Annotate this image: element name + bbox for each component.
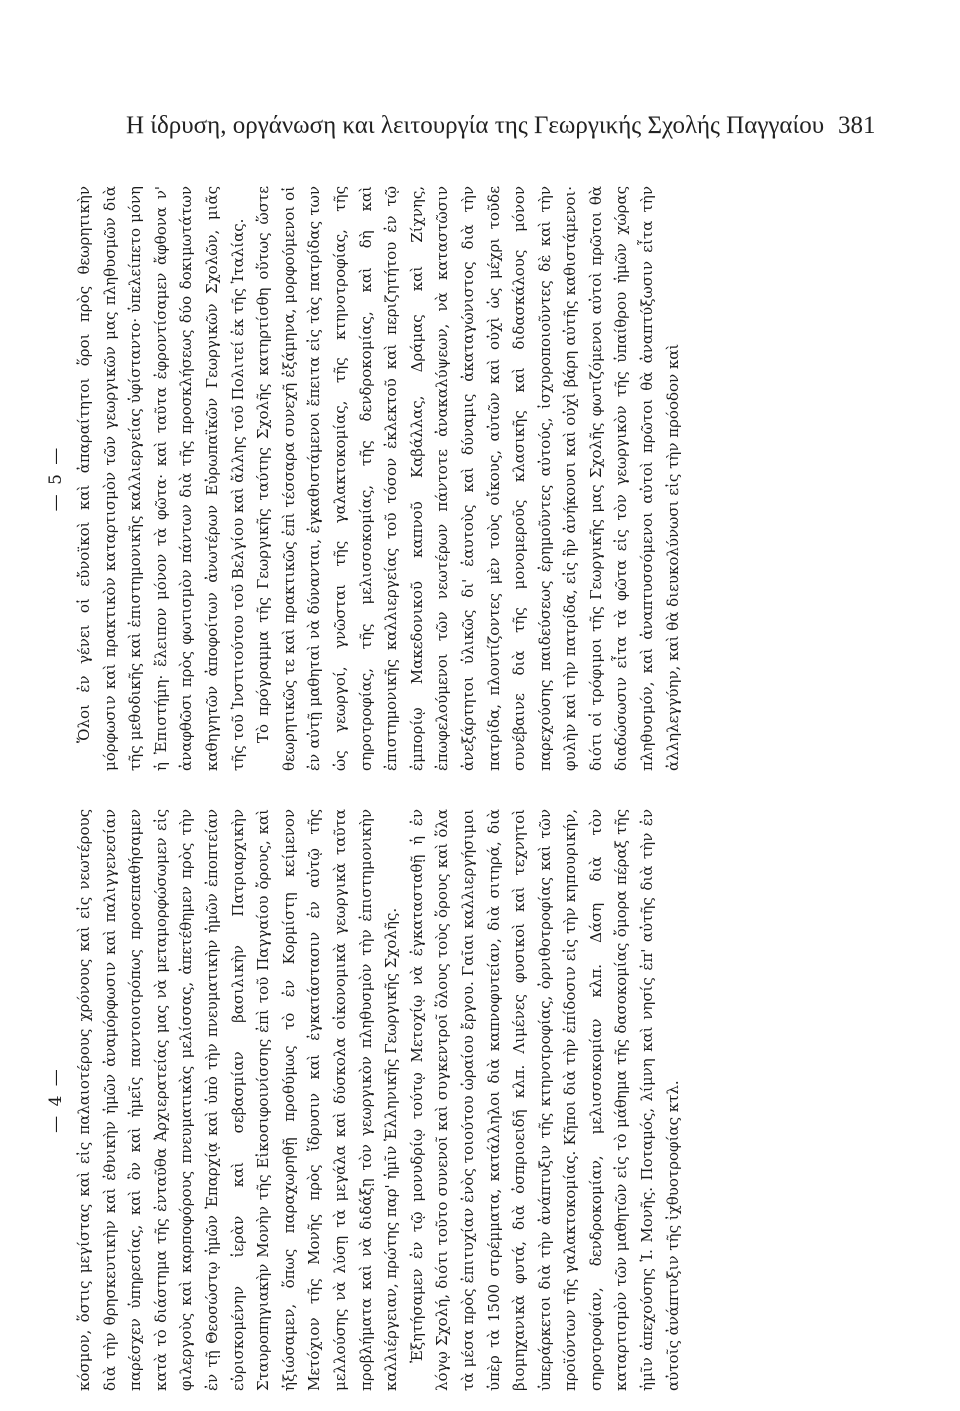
- left-paragraph-1: κόσμον, ὅστις μεγίστας καὶ εἰς παλαιοτέρους χρόνους καὶ εἰς νεωτέρους διὰ τὴν θρησκευτικὴν καὶ ἐθνικὴν ἡμῶν ἀναμόρφωσιν καὶ παλιγγενεσίαν παρέσχεν ὑπηρεσίας, καὶ ὃν καὶ ἡμεῖς παντοιοτρόπως προσεπαθήσαμεν κατὰ τὸ διάστημα τῆς ἐνταῦθα Ἀρχιερατείας μας νὰ μεταμορφώσωμεν εἰς φιλεργοὺς καὶ καρποφόρους πνευματικὰς μελίσσας, ἀπετέθημεν πρὸς τὴν ἐν τῇ Θεοσώστῳ ἡμῶν Ἐπαρχίᾳ καὶ ὑπὸ τὴν πνευματικὴν ἡμῶν ἐποπτείαν εὑρισκομένην ἱερὰν καὶ σεβασμίαν βασιλικὴν Πατριαρχικὴν Σταυροπηγιακὴν Μονὴν τῆς Εἰκοσιφοινίσσης ἐπὶ τοῦ Παγγαίου ὄρους, καὶ ἠξιώσαμεν, ὅπως παραχωρηθῇ προθύμως τὸ ἐν Κορμίστῃ κείμενον Μετόχιον τῆς Μονῆς πρὸς ἵδρυσιν καὶ ἐγκατάστασιν ἐν αὐτῷ τῆς μελλούσης νὰ λύσῃ τὰ μεγάλα καὶ δύσκολα οἰκονομικὰ γεωργικὰ ταῦτα προβλήματα καὶ νὰ διδάξῃ τὸν γεωργικὸν πληθυσμὸν τὴν ἐπιστημονικὴν καλλιέργειαν, πρώτης παρ' ἡμῖν Ἑλληνικῆς Γεωργικῆς Σχολῆς.: [75, 809, 401, 1391]
- rotated-spread: [40, 180, 920, 1391]
- left-column: [40, 809, 920, 1391]
- scanned-page-rotated: [40, 180, 920, 1391]
- running-header: [0, 112, 960, 152]
- page-number: 381: [838, 112, 876, 139]
- right-page-label: — 5 —: [46, 445, 66, 512]
- right-paragraph-2: Τὸ πρόγραμμα τῆς Γεωργικῆς ταύτης Σχολῆς κατηρτίσθη οὕτως ὥστε θεωρητικῶς τε καὶ πρακτικῶς ἐπὶ τέσσαρα συνεχῆ ἐξάμηνα, μορφούμενοι οἱ ἐν αὐτῇ μαθηταὶ νὰ δύνανται, ἐγκαθιστάμενοι ἔπειτα εἰς τὰς πατρίδας των ὡς γεωργοί, γνῶσται τῆς γαλακτοκομίας, τῆς κτηνοτροφίας, τῆς σηροτροφίας, τῆς μελισσοκομίας, τῆς δενδροκομίας, καὶ δὴ καὶ ἐπιστημονικῆς καλλιεργείας τοῦ τόσον ἐκλεκτοῦ καὶ περιζητήτου ἐν τῷ ἐμπορίῳ Μακεδονικοῦ καπνοῦ Καβάλλας, Δράμας καὶ Ζίχνης, ἐπωφελούμενοι τῶν νεωτέρων πάντοτε ἀνακαλύψεων, νὰ καταστῶσιν ἀνεξάρτητοι ὑλικῶς δι' ἑαυτοὺς καὶ δύναμις ἀκαταγώνιστος διὰ τὴν πατρίδα, πλουτίζοντες μὲν τοὺς οἴκους, αὐτῶν καὶ οὐχὶ ὡς μέχρι τοῦδε συνέβαινε διὰ τῆς μονομεροῦς κλασικῆς καὶ διδασκάλους μόνον παρεχούσης παιδεύσεως ἐρημοῦντες αὐτούς, ἰσχυροποιοῦντες δὲ καὶ τὴν φυλὴν καὶ τὴν πατρίδα, εἰς ἣν ἀνήκουσι καὶ οὐχὶ βάρη αὐτῆς καθιστάμενοι· διότι οἱ τρόφιμοι τῆς Γεωργικῆς μας Σχολῆς φωτιζόμενοι αὐτοὶ πρῶτοι θὰ διαδώσωσιν εἶτα τὰ φῶτα εἰς τὸν γεωργικὸν τῆς ὑπαίθρου ἡμῶν χώρας πληθυσμόν, καὶ ἀναπτυσσόμενοι αὐτοὶ πρῶτοι θὰ ἀναπτύξωσιν εἶτα τὴν ἀλληλεγγύην, καὶ θὰ διευκολύνωσι εἰς τὴν πρόοδον καὶ: [254, 186, 682, 771]
- right-paragraph-1: Ὅλοι ἐν γένει οἱ εὔνοϊκοὶ καὶ ἀπαραίτητοι ὅροι πρὸς θεωρητικὴν μόρφωσιν καὶ πρακτικὸν καταρτισμὸν τῶν γεωργικῶν μας πληθυσμῶν διὰ τῆς μεθοδικῆς καὶ ἐπιστημονικῆς καλλιεργείας ὑφίσταντο· ὑπελείπετο μόνη ἡ Ἐπιστήμη· ἔλειπον μόνον τὰ φῶτα· καὶ ταῦτα ἐφροντίσαμεν ἄφθονα ν' ἀναφθῶσι πρὸς φωτισμὸν πάντων διὰ τῆς προσκλήσεως δύο δοκιμωτάτων καθηγητῶν ἀποφοίτων ἀνωτέρων Εὐρωπαϊκῶν Γεωργικῶν Σχολῶν, μιᾶς τῆς τοῦ Ἰνστιτούτου τοῦ Βελγίου καὶ ἄλλης τοῦ Πολιτεί ἐκ τῆς Ἰταλίας.: [75, 186, 247, 771]
- left-paragraph-2: Ἐξητήσαμεν ἐν τῷ μονυδρίῳ τούτῳ Μετοχίῳ νὰ ἐγκατασταθῇ ἡ ἐν λόγῳ Σχολή, διότι τοῦτο συνενοῖ καὶ συγκεντροῖ ὅλους τοὺς ὅρους καὶ ὅλα τὰ μέσα πρὸς ἐπιτυχίαν ἑνὸς τοιούτου ὡραίου ἔργου. Γαῖαι καλλιεργήσιμοι ὑπὲρ τὰ 1500 στρέμματα, κατάλληλοι διὰ καπνοφυτείαν, διὰ σιτηρά, διὰ βιομηχανικὰ φυτά, διὰ ὀσπριοειδῆ κλπ. Λιμένες φυσικοὶ καὶ τεχνητοὶ ὑπεράρκετοι διὰ τὴν ἀνάπτυξιν τῆς κτηνοτροφίας, ὀρνιθοτροφίας καὶ τῶν προϊόντων τῆς γαλακτοκομίας. Κῆποι διὰ τὴν ἐπίδοσιν εἰς τὴν κηπουρικήν, σηροτροφίαν, δενδροκομίαν, μελισσοκομίαν κλπ. Δάση διὰ τὸν καταρτισμὸν τῶν μαθητῶν εἰς τὸ μάθημα τῆς δασοκομίας ὄμορα πέραξ τῆς ἡμῖν ἀπεχούσης Ἱ. Μονῆς. Ποταμός, λίμνη καὶ νησίς ἐπ' αὐτῆς διὰ τὴν ἐν αὐτοῖς ἀνάπτυξιν τῆς ἰχθυοτροφίας κτλ.: [407, 809, 682, 1391]
- left-page-label: — 4 —: [46, 1067, 66, 1133]
- right-column: [40, 186, 920, 771]
- running-header-title: Η ίδρυση, οργάνωση και λειτουργία της Γεωργικής Σχολής Παγγαίου: [126, 112, 825, 139]
